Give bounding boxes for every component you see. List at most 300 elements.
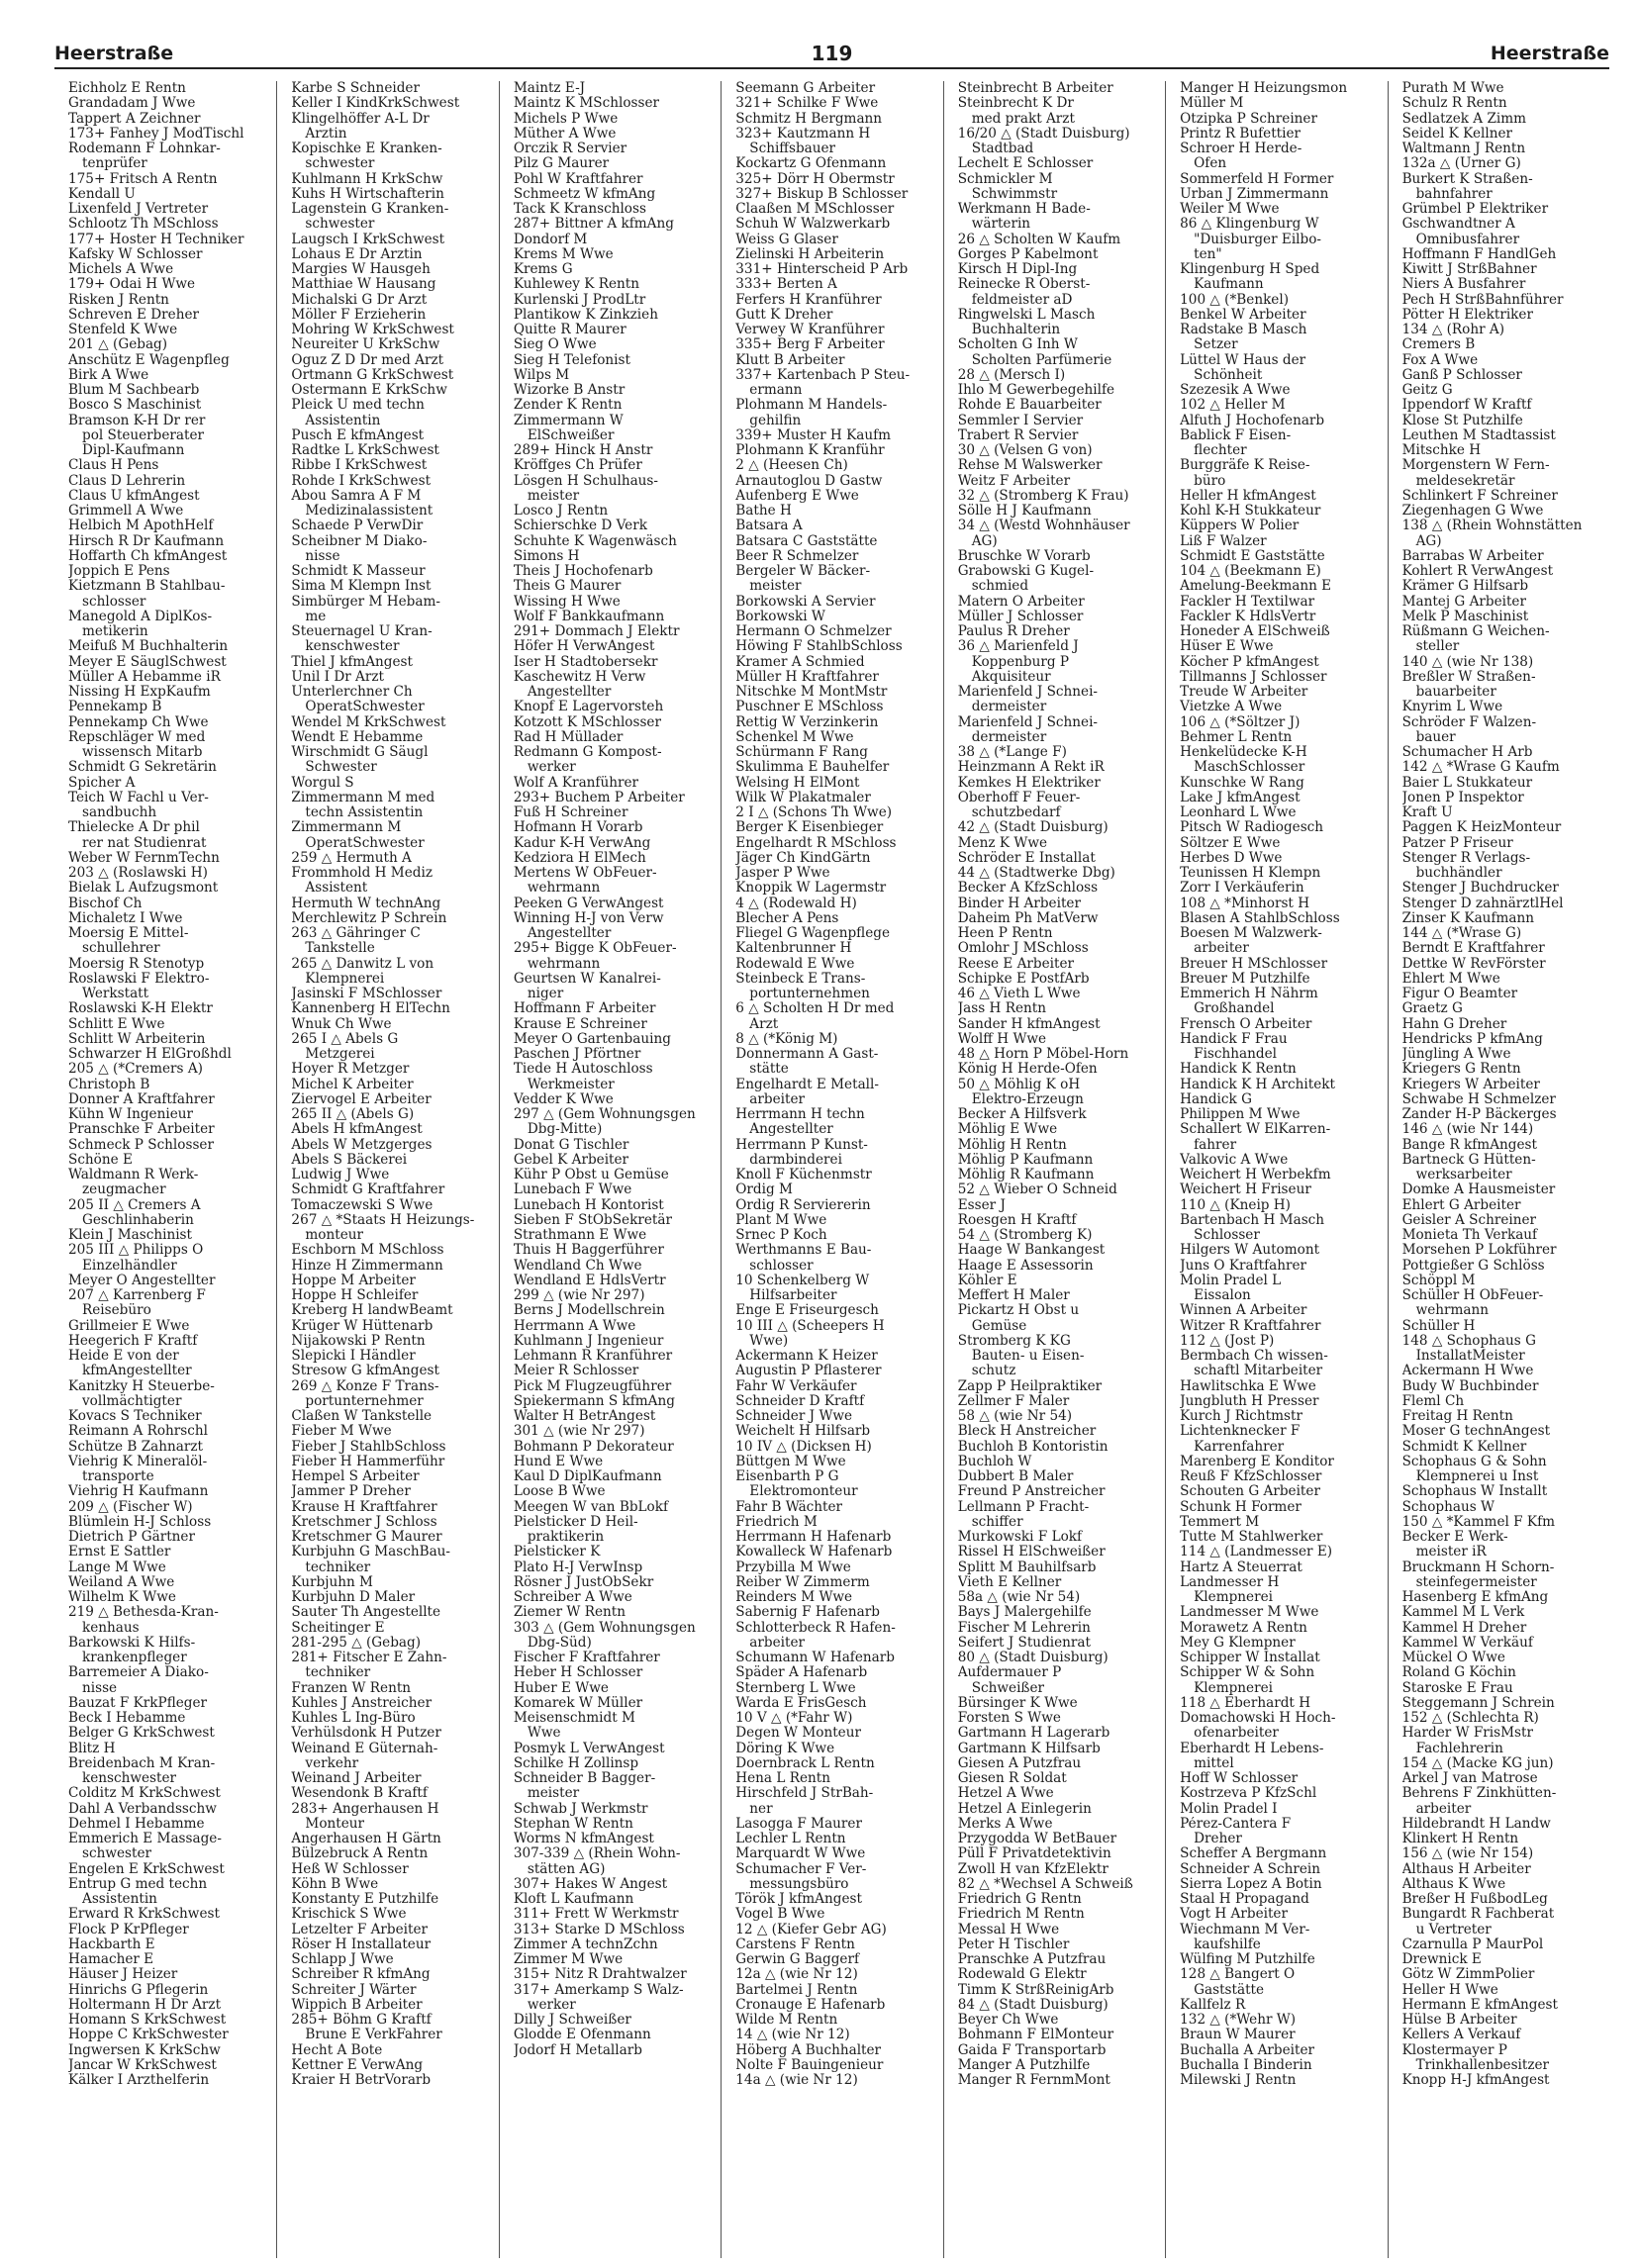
- directory-entry: 265 II △ (Abels G): [291, 1107, 415, 1122]
- directory-entry: Schmitz H Bergmann: [735, 111, 883, 127]
- directory-entry: Öfen: [1194, 156, 1227, 172]
- directory-entry: Steinbeck E Trans-: [735, 971, 866, 987]
- directory-entry: Pleick U med techn: [291, 398, 425, 414]
- directory-entry: Bungardt R Fachberat: [1401, 1907, 1555, 1923]
- directory-entry: Späder A Hafenarb: [735, 1665, 868, 1681]
- directory-entry: Schilke H Zollinsp: [513, 1755, 639, 1771]
- directory-entry: Bauzat F KrkPfleger: [68, 1695, 208, 1711]
- directory-entry: Friedrich G Rentn: [957, 1892, 1082, 1907]
- directory-entry: meister iR: [1415, 1545, 1487, 1560]
- directory-entry: Knoll F Küchenmstr: [735, 1168, 872, 1182]
- directory-entry: 10 IV △ (Dicksen H): [735, 1439, 872, 1455]
- directory-entry: Möhlig H Rentn: [957, 1137, 1067, 1153]
- directory-entry: kenschwester: [305, 639, 400, 655]
- directory-entry: Köhn B Wwe: [291, 1876, 379, 1892]
- directory-entry: Tappert A Zeichner: [68, 111, 201, 127]
- directory-entry: Breuer M Putzhilfe: [1180, 971, 1310, 987]
- directory-entry: Klinkert H Rentn: [1401, 1832, 1519, 1846]
- directory-entry: Teunissen H Klempn: [1180, 866, 1321, 881]
- directory-entry: Braun W Maurer: [1180, 2028, 1296, 2043]
- directory-entry: Lechler L Rentn: [735, 1832, 846, 1846]
- directory-entry: Timm K StrßReinigArb: [957, 1982, 1114, 1998]
- directory-entry: gehilfin: [749, 413, 802, 428]
- directory-entry: Pohl W Kraftfahrer: [513, 171, 643, 187]
- directory-entry: Schneider B Bagger-: [513, 1771, 656, 1786]
- directory-entry: Meegen W van BbLokf: [513, 1499, 668, 1515]
- directory-entry: Pickartz H Obst u: [957, 1303, 1080, 1319]
- directory-entry: Matern O Arbeiter: [957, 594, 1085, 610]
- directory-entry: Niers A Busfahrer: [1401, 277, 1526, 293]
- directory-entry: Ehlert M Wwe: [1401, 971, 1500, 987]
- directory-entry: Skulimma E Bauhelfer: [735, 760, 890, 776]
- directory-entry: 303 △ (Gem Wohnungsgen: [513, 1620, 696, 1636]
- directory-entry: Hena L Rentn: [735, 1771, 830, 1786]
- directory-entry: Heegerich F Kraftf: [68, 1333, 198, 1349]
- directory-entry: 54 △ (Stromberg K): [957, 1228, 1093, 1243]
- directory-entry: Kannenberg H ElTechn: [291, 1001, 450, 1017]
- directory-entry: Jonen P Inspektor: [1401, 790, 1524, 805]
- directory-entry: Schophaus G & Sohn: [1401, 1454, 1547, 1469]
- directory-entry: Fackler K HdlsVertr: [1180, 609, 1316, 624]
- directory-entry: 307-339 △ (Rhein Wohn-: [513, 1846, 681, 1862]
- directory-entry: Behrens F Zinkhütten-: [1401, 1786, 1557, 1802]
- directory-entry: Kaltenbrunner H: [735, 941, 852, 957]
- directory-entry: Götz W ZimmPolier: [1401, 1967, 1535, 1983]
- directory-entry: Patzer P Friseur: [1401, 835, 1513, 851]
- directory-entry: Colditz M KrkSchwest: [68, 1786, 221, 1802]
- directory-entry: Kurch J Richtmstr: [1180, 1409, 1302, 1424]
- directory-entry: Dbg-Süd): [527, 1635, 592, 1651]
- directory-entry: darmbinderei: [749, 1152, 842, 1168]
- directory-entry: Hermann O Schmelzer: [735, 624, 892, 639]
- directory-entry: Kohlert R VerwAngest: [1401, 564, 1554, 579]
- directory-entry: Röser H Installateur: [291, 1937, 432, 1952]
- directory-entry: 209 △ (Fischer W): [68, 1499, 193, 1515]
- directory-entry: Kuhlmann H KrkSchw: [291, 171, 443, 187]
- directory-entry: Pottgießer G Schlöss: [1401, 1258, 1545, 1274]
- directory-entry: bauer: [1415, 729, 1456, 745]
- directory-entry: Harder W FrisMstr: [1401, 1726, 1533, 1742]
- directory-entry: Omnibusfahrer: [1415, 232, 1520, 247]
- directory-entry: Ganß P Schlosser: [1401, 367, 1522, 383]
- directory-entry: Kirsch H Dipl-Ing: [957, 262, 1078, 277]
- directory-entry: Breidenbach M Kran-: [68, 1755, 216, 1771]
- directory-entry: Berndt E Kraftfahrer: [1401, 941, 1545, 957]
- directory-entry: meister: [749, 579, 802, 595]
- directory-entry: Theis G Maurer: [513, 579, 622, 595]
- directory-entry: Medizinalassistent: [305, 504, 434, 519]
- directory-entry: Tillmanns J Schlosser: [1180, 669, 1327, 685]
- directory-entry: Barkowski K Hilfs-: [68, 1635, 196, 1651]
- directory-entry: Staroske E Frau: [1401, 1680, 1513, 1696]
- street-header-left: Heerstraße: [54, 43, 174, 64]
- directory-entry: 152 △ (Schlechta R): [1401, 1711, 1539, 1726]
- directory-entry: Fahr B Wächter: [735, 1499, 843, 1515]
- directory-entry: Ostermann E KrkSchw: [291, 383, 447, 398]
- directory-entry: Häuser J Heizer: [68, 1967, 178, 1983]
- directory-entry: steller: [1415, 639, 1460, 655]
- directory-entry: Barremeier A Diako-: [68, 1665, 209, 1681]
- directory-entry: Zimmer M Wwe: [513, 1952, 624, 1967]
- directory-entry: Vedder K Wwe: [513, 1091, 614, 1107]
- directory-entry: 14 △ (wie Nr 12): [735, 2028, 850, 2043]
- directory-entry: Reimann A Rohrschl: [68, 1424, 208, 1440]
- directory-entry: MaschSchlosser: [1194, 760, 1305, 776]
- directory-entry: techniker: [305, 1665, 371, 1681]
- directory-entry: schlosser: [749, 1258, 814, 1274]
- directory-entry: Fox A Wwe: [1401, 352, 1479, 368]
- directory-entry: Küppers W Polier: [1180, 519, 1300, 534]
- directory-entry: transporte: [82, 1469, 154, 1484]
- directory-entry: Kuhles L Ing-Büro: [291, 1711, 416, 1726]
- directory-entry: Seemann G Arbeiter: [735, 81, 876, 96]
- directory-entry: Bartenbach H Masch: [1180, 1212, 1325, 1228]
- directory-entry: 203 △ (Roslawski H): [68, 866, 208, 881]
- directory-entry: 297 △ (Gem Wohnungsgen: [513, 1107, 696, 1122]
- directory-entry: Werkmeister: [527, 1077, 615, 1092]
- directory-entry: werksarbeiter: [1415, 1168, 1512, 1182]
- directory-entry: 112 △ (Jost P): [1180, 1333, 1275, 1349]
- directory-entry: Temmert M: [1180, 1514, 1260, 1530]
- directory-entry: Esser J: [957, 1197, 1006, 1213]
- directory-entry: Püll F Privatdetektivin: [957, 1846, 1111, 1862]
- directory-entry: Birk A Wwe: [68, 367, 149, 383]
- directory-entry: Koppenburg P: [971, 654, 1070, 670]
- directory-entry: Rohde I KrkSchwest: [291, 473, 432, 489]
- directory-entry: Purath M Wwe: [1401, 81, 1504, 96]
- directory-entry: 337+ Kartenbach P Steu-: [735, 367, 911, 383]
- directory-entry: Roslawski F Elektro-: [68, 971, 210, 987]
- directory-entry: Cronauge E Hafenarb: [735, 1997, 886, 2013]
- directory-entry: arbeiter: [749, 1091, 805, 1107]
- directory-entry: Manger R FernmMont: [957, 2073, 1110, 2088]
- directory-entry: Moersig R Stenotyp: [68, 956, 205, 972]
- directory-entry: Schröder E Installat: [957, 850, 1096, 866]
- directory-entry: Möhlig E Wwe: [957, 1122, 1058, 1138]
- directory-entry: Freund P Anstreicher: [957, 1484, 1106, 1500]
- directory-entry: Angestellter: [527, 926, 612, 941]
- directory-entry: 265 △ Danwitz L von: [291, 956, 434, 972]
- directory-entry: Redmann G Kompost-: [513, 745, 662, 760]
- directory-entry: 339+ Muster H Kaufm: [735, 427, 892, 443]
- directory-entry: Bruckmann H Schorn-: [1401, 1559, 1555, 1575]
- directory-entry: Risken J Rentn: [68, 292, 169, 308]
- directory-entry: Figur O Beamter: [1401, 987, 1518, 1001]
- directory-entry: Handick F Frau: [1180, 1031, 1288, 1047]
- directory-entry: Fackler H Textilwar: [1180, 594, 1315, 610]
- directory-entry: 50 △ Möhlig K oH: [957, 1077, 1081, 1092]
- directory-entry: Fischhandel: [1194, 1047, 1277, 1062]
- directory-entry: Anschütz E Wagenpfleg: [68, 352, 230, 368]
- directory-entry: Weitz F Arbeiter: [957, 473, 1071, 489]
- directory-entry: Laugsch I KrkSchwest: [291, 232, 445, 247]
- directory-entry: Gaida F Transportarb: [957, 2042, 1107, 2058]
- directory-entry: Wendel M KrkSchwest: [291, 714, 446, 730]
- directory-entry: Schöne E: [68, 1152, 133, 1168]
- directory-entry: Klingenburg H Sped: [1180, 262, 1320, 277]
- directory-entry: 295+ Bigge K ObFeuer-: [513, 941, 677, 957]
- directory-entry: Blecher A Pens: [735, 910, 839, 926]
- directory-entry: Lüttel W Haus der: [1180, 352, 1306, 368]
- directory-entry: Benkel W Arbeiter: [1180, 307, 1306, 323]
- directory-entry: Schumacher H Arb: [1401, 745, 1533, 760]
- directory-entry: Haage E Assessorin: [957, 1258, 1094, 1274]
- directory-entry: Möller F Erzieherin: [291, 307, 427, 323]
- directory-entry: 259 △ Hermuth A: [291, 850, 412, 866]
- directory-entry: Krause E Schreiner: [513, 1016, 647, 1032]
- directory-entry: Sieben F StObSekretär: [513, 1212, 672, 1228]
- directory-entry: monteur: [305, 1228, 364, 1243]
- directory-entry: Behmer L Rentn: [1180, 729, 1293, 745]
- directory-entry: Schunk H Former: [1180, 1499, 1302, 1515]
- directory-entry: Zander H-P Bäckerges: [1401, 1107, 1557, 1122]
- directory-entry: Liß F Walzer: [1180, 533, 1267, 549]
- directory-entry: Daheim Ph MatVerw: [957, 910, 1099, 926]
- directory-entry: Bohmann P Dekorateur: [513, 1439, 674, 1455]
- directory-entry: Jüngling A Wwe: [1401, 1047, 1511, 1062]
- directory-entry: Konstanty E Putzhilfe: [291, 1892, 439, 1907]
- directory-entry: Sabernig F Hafenarb: [735, 1605, 880, 1621]
- directory-entry: 10 Schenkelberg W: [735, 1273, 870, 1288]
- directory-entry: Degen W Monteur: [735, 1726, 861, 1742]
- directory-entry: Carstens F Rentn: [735, 1937, 855, 1952]
- directory-entry: Hoppe H Schleifer: [291, 1288, 419, 1303]
- directory-entry: buchhändler: [1415, 866, 1502, 881]
- directory-entry: Kafsky W Schlosser: [68, 246, 203, 262]
- directory-entry: rer nat Studienrat: [82, 835, 207, 851]
- directory-entry: Molin Pradel I: [1180, 1801, 1278, 1817]
- directory-entry: Schüller H ObFeuer-: [1401, 1288, 1544, 1303]
- directory-entry: Holtermann H Dr Arzt: [68, 1997, 222, 2013]
- page-header: [54, 40, 1609, 69]
- directory-entry: 156 △ (wie Nr 154): [1401, 1846, 1534, 1862]
- directory-entry: Jasper P Wwe: [735, 866, 830, 881]
- directory-entry: Wesendonk B Kraftf: [291, 1786, 428, 1802]
- directory-entry: Zimmermann M med: [291, 790, 435, 805]
- directory-entry: Rohde E Bauarbeiter: [957, 398, 1102, 414]
- directory-entry: Batsara C Gaststätte: [735, 533, 878, 549]
- directory-entry: Hecht A Bote: [291, 2042, 383, 2058]
- directory-entry: Buchloh B Kontoristin: [957, 1439, 1109, 1455]
- directory-entry: Eichholz E Rentn: [68, 81, 186, 96]
- directory-entry: Kälker I Arzthelferin: [68, 2073, 210, 2088]
- directory-entry: Otzipka P Schreiner: [1180, 111, 1317, 127]
- directory-entry: Meifuß M Buchhalterin: [68, 639, 229, 655]
- directory-entry: Buchloh W: [957, 1454, 1032, 1469]
- directory-entry: 205 III △ Philipps O: [68, 1243, 204, 1259]
- directory-columns: [54, 81, 1609, 2258]
- directory-entry: Schlosser: [1194, 1228, 1260, 1243]
- directory-entry: Wwe): [749, 1333, 789, 1349]
- directory-entry: Frensch O Arbeiter: [1180, 1016, 1312, 1032]
- directory-entry: Schüller H: [1401, 1318, 1476, 1334]
- directory-entry: Schallert W ElKarren-: [1180, 1122, 1331, 1138]
- directory-entry: Buchhalterin: [971, 323, 1061, 337]
- directory-entry: Reisebüro: [82, 1303, 151, 1319]
- directory-entry: Plato H-J VerwInsp: [513, 1559, 643, 1575]
- directory-entry: bahnfahrer: [1415, 186, 1493, 202]
- directory-entry: 132a △ (Urner G): [1401, 156, 1521, 172]
- directory-entry: Pielsticker D Heil-: [513, 1514, 638, 1530]
- directory-entry: Rodewald G Elektr: [957, 1967, 1087, 1983]
- directory-entry: OperatSchwester: [305, 835, 425, 851]
- directory-entry: Bielak L Aufzugsmont: [68, 881, 219, 897]
- directory-entry: Angestellter: [527, 685, 612, 700]
- directory-entry: Enge E Friseurgesch: [735, 1303, 879, 1319]
- directory-entry: Hirschfeld J StrBah-: [735, 1786, 874, 1802]
- directory-entry: Fieber H Hammerführ: [291, 1454, 445, 1469]
- directory-entry: meister: [527, 488, 580, 504]
- directory-entry: Wülfing M Putzhilfe: [1180, 1952, 1315, 1967]
- directory-entry: fahrer: [1194, 1137, 1237, 1153]
- directory-entry: Plant M Wwe: [735, 1212, 827, 1228]
- directory-entry: Bermbach Ch wissen-: [1180, 1349, 1328, 1364]
- directory-entry: Scheffer A Bergmann: [1180, 1846, 1327, 1862]
- directory-entry: 80 △ (Stadt Duisburg): [957, 1651, 1109, 1665]
- directory-column: [499, 81, 721, 2258]
- directory-entry: Plohmann M Handels-: [735, 398, 888, 414]
- directory-entry: Schophaus W: [1401, 1499, 1495, 1515]
- directory-entry: Frommhold H Mediz: [291, 866, 433, 881]
- directory-entry: Dilly J Schweißer: [513, 2013, 631, 2028]
- directory-entry: Ackermann H Wwe: [1401, 1364, 1534, 1379]
- directory-entry: Ordig R Serviererin: [735, 1197, 871, 1213]
- directory-entry: Müller A Hebamme iR: [68, 669, 221, 685]
- directory-entry: Merks A Wwe: [957, 1816, 1053, 1832]
- directory-entry: Hamacher E: [68, 1952, 154, 1967]
- directory-entry: Henkelüdecke K-H: [1180, 745, 1307, 760]
- directory-entry: Schiffsbauer: [749, 142, 836, 156]
- directory-entry: Budy W Buchbinder: [1401, 1378, 1539, 1394]
- directory-entry: Manger A Putzhilfe: [957, 2057, 1091, 2073]
- directory-entry: Berger K Eisenbieger: [735, 820, 884, 836]
- directory-entry: Schumann W Hafenarb: [735, 1651, 895, 1665]
- directory-entry: Kallfelz R: [1180, 1997, 1246, 2013]
- directory-entry: Wendland E HdlsVertr: [513, 1273, 666, 1288]
- directory-entry: Helbich M ApothHelf: [68, 519, 214, 534]
- directory-entry: Scheibner M Diako-: [291, 533, 428, 549]
- directory-entry: 108 △ *Minhorst H: [1180, 896, 1310, 911]
- directory-entry: Heß W Schlosser: [291, 1861, 409, 1877]
- directory-entry: Dipl-Kaufmann: [82, 443, 185, 458]
- directory-entry: 323+ Kautzmann H: [735, 126, 871, 142]
- directory-entry: Neureiter U KrkSchw: [291, 337, 440, 353]
- directory-entry: Hetzel A Wwe: [957, 1786, 1054, 1802]
- directory-entry: Kuhlewey K Rentn: [513, 277, 640, 293]
- directory-entry: Unterlerchner Ch: [291, 685, 413, 700]
- directory-entry: Michels A Wwe: [68, 262, 174, 277]
- directory-entry: Kotzott K MSchlosser: [513, 714, 661, 730]
- directory-entry: Hermann E kfmAngest: [1401, 1997, 1558, 2013]
- directory-entry: 132 △ (*Wehr W): [1180, 2013, 1297, 2028]
- directory-entry: Brune E VerkFahrer: [305, 2028, 442, 2043]
- directory-entry: arbeiter: [1194, 941, 1249, 957]
- directory-entry: Ehlert G Arbeiter: [1401, 1197, 1521, 1213]
- directory-entry: Roesgen H Kraftf: [957, 1212, 1077, 1228]
- directory-entry: Kiwitt J StrßBahner: [1401, 262, 1537, 277]
- directory-entry: Assistentin: [82, 1892, 157, 1907]
- directory-entry: Kellers A Verkauf: [1401, 2028, 1521, 2043]
- directory-entry: 44 △ (Stadtwerke Dbg): [957, 866, 1115, 881]
- directory-entry: Berns J Modellschrein: [513, 1303, 665, 1319]
- directory-entry: InstallatMeister: [1415, 1349, 1525, 1364]
- directory-entry: 281+ Fitscher E Zahn-: [291, 1651, 447, 1665]
- directory-entry: Schneider J Wwe: [735, 1409, 853, 1424]
- directory-entry: Tiede H Autoschloss: [513, 1062, 653, 1078]
- directory-entry: 142 △ *Wrase G Kaufm: [1401, 760, 1560, 776]
- directory-entry: Walter H BetrAngest: [513, 1409, 656, 1424]
- directory-entry: Arkel J van Matrose: [1401, 1771, 1538, 1786]
- directory-entry: Klempnerei: [1194, 1590, 1273, 1605]
- directory-entry: 144 △ (*Wrase G): [1401, 926, 1522, 941]
- directory-entry: Emmerich H Nährm: [1180, 987, 1318, 1001]
- directory-entry: Becker A KfzSchloss: [957, 881, 1099, 897]
- directory-entry: Geitz G: [1401, 383, 1453, 398]
- directory-entry: Schlinkert F Schreiner: [1401, 488, 1558, 504]
- directory-entry: kfmAngestellter: [82, 1364, 192, 1379]
- directory-entry: Schmidt K Kellner: [1401, 1439, 1527, 1455]
- directory-entry: schmied: [971, 579, 1029, 595]
- directory-entry: Kröffges Ch Prüfer: [513, 458, 642, 474]
- directory-entry: Schlitt E Wwe: [68, 1016, 165, 1032]
- directory-entry: Maintz K MSchlosser: [513, 96, 660, 112]
- directory-entry: Nijakowski P Rentn: [291, 1333, 426, 1349]
- directory-entry: Althaus K Wwe: [1401, 1876, 1506, 1892]
- directory-entry: Unil I Dr Arzt: [291, 669, 384, 685]
- directory-entry: Akquisiteur: [971, 669, 1051, 685]
- directory-entry: Schröder F Walzen-: [1401, 714, 1537, 730]
- directory-entry: Handick K H Architekt: [1180, 1077, 1335, 1092]
- directory-entry: Keller I KindKrkSchwest: [291, 96, 460, 112]
- directory-entry: Gemüse: [971, 1318, 1027, 1334]
- directory-entry: Paulus R Dreher: [957, 624, 1070, 639]
- directory-entry: Kraft U: [1401, 805, 1453, 820]
- directory-entry: Morawetz A Rentn: [1180, 1620, 1307, 1636]
- directory-entry: Assistent: [305, 881, 368, 897]
- directory-entry: Heller H kfmAngest: [1180, 488, 1316, 504]
- directory-entry: Rehse M Walswerker: [957, 458, 1103, 474]
- directory-entry: Semmler I Servier: [957, 413, 1084, 428]
- directory-entry: Schipke E PostfArb: [957, 971, 1090, 987]
- directory-entry: Krischick S Wwe: [291, 1907, 407, 1923]
- directory-entry: Meffert H Maler: [957, 1288, 1070, 1303]
- directory-entry: Jancar W KrkSchwest: [68, 2057, 217, 2073]
- directory-entry: Thiel J kfmAngest: [291, 654, 413, 670]
- directory-entry: Kraier H BetrVorarb: [291, 2073, 432, 2088]
- directory-entry: 26 △ Scholten W Kaufm: [957, 232, 1121, 247]
- directory-entry: Schmeck P Schlosser: [68, 1137, 214, 1153]
- directory-entry: werker: [527, 1997, 576, 2013]
- directory-entry: Knoppik W Lagermstr: [735, 881, 887, 897]
- directory-entry: Binder H Arbeiter: [957, 896, 1081, 911]
- directory-entry: Rissel H ElSchweißer: [957, 1545, 1106, 1560]
- directory-entry: 146 △ (wie Nr 144): [1401, 1122, 1534, 1138]
- directory-entry: Dietrich P Gärtner: [68, 1530, 195, 1545]
- directory-entry: Pötter H Elektriker: [1401, 307, 1533, 323]
- directory-entry: Abels S Bäckerei: [291, 1152, 408, 1168]
- directory-entry: Hasenberg E kfmAng: [1401, 1590, 1549, 1605]
- directory-entry: Kuhs H Wirtschafterin: [291, 186, 444, 202]
- directory-entry: Domachowski H Hoch-: [1180, 1711, 1336, 1726]
- directory-entry: Geurtsen W Kanalrei-: [513, 971, 661, 987]
- directory-entry: vollmächtigter: [82, 1393, 182, 1409]
- directory-entry: Dbg-Mitte): [527, 1122, 603, 1138]
- directory-entry: Schaede P VerwDir: [291, 519, 424, 534]
- directory-entry: Mohring W KrkSchwest: [291, 323, 454, 337]
- directory-entry: Hetzel A Einlegerin: [957, 1801, 1092, 1817]
- directory-entry: Gartmann H Lagerarb: [957, 1726, 1110, 1742]
- directory-entry: Sommerfeld H Former: [1180, 171, 1334, 187]
